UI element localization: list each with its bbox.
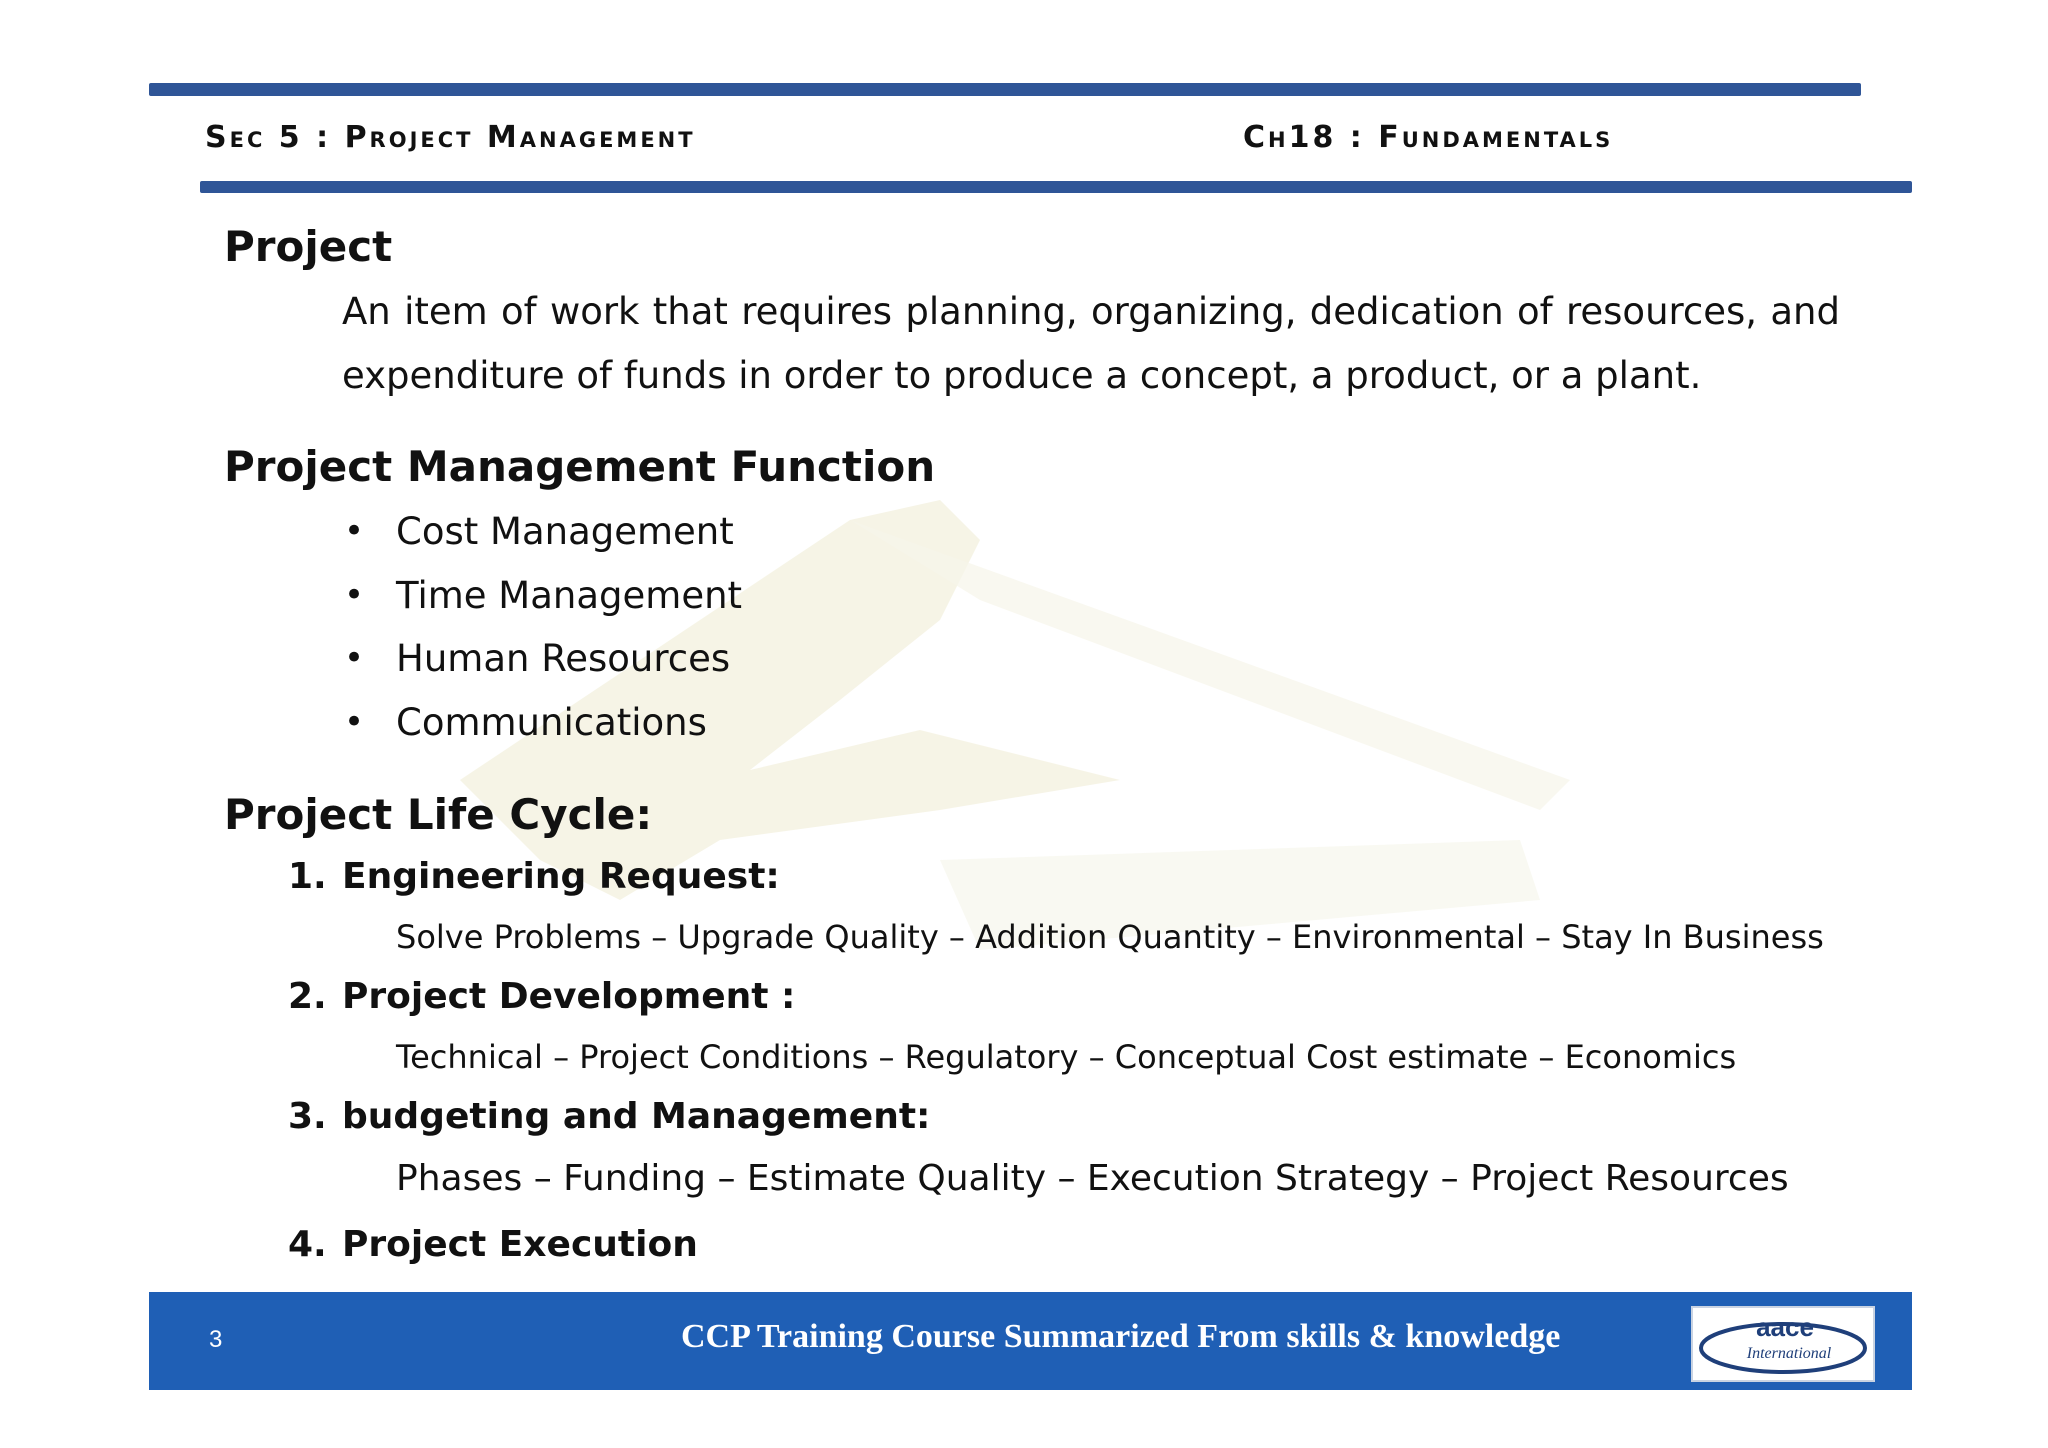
life-cycle-step-1: 1. Engineering Request: <box>288 856 780 897</box>
list-item: • Human Resources <box>340 627 742 691</box>
list-item: • Communications <box>340 691 742 755</box>
life-cycle-step-2: 2. Project Development : <box>288 976 796 1017</box>
aace-logo-icon <box>1691 1306 1875 1382</box>
footer-bar <box>149 1292 1912 1390</box>
svg-text:International: International <box>1746 1345 1832 1362</box>
life-cycle-step-1-desc: Solve Problems – Upgrade Quality – Addition Quantity – Environmental – Stay In Business <box>396 918 1824 956</box>
bullet-icon: • <box>344 574 365 615</box>
page-number: 3 <box>209 1326 223 1353</box>
header-top-rule <box>149 83 1861 96</box>
bullet-icon: • <box>344 701 365 742</box>
life-cycle-step-3: 3. budgeting and Management: <box>288 1096 931 1137</box>
life-cycle-step-3-desc: Phases – Funding – Estimate Quality – Execution Strategy – Project Resources <box>396 1158 1789 1199</box>
project-definition: An item of work that requires planning, organizing, dedication of resources, and expenditure of funds in order to produce a concept, a product, or a plant. <box>342 290 1840 397</box>
list-item: • Time Management <box>340 564 742 628</box>
life-cycle-step-4: 4. Project Execution <box>288 1224 698 1265</box>
svg-text:aace: aace <box>1756 1312 1814 1342</box>
header-bottom-rule <box>200 181 1912 193</box>
section-title: Sec 5 : Project Management <box>205 120 696 155</box>
bullet-icon: • <box>344 638 365 678</box>
pm-function-list <box>340 500 742 754</box>
bullet-icon: • <box>344 511 365 551</box>
project-heading: Project <box>224 222 393 271</box>
list-item: • Cost Management <box>340 500 742 564</box>
life-cycle-step-2-desc: Technical – Project Conditions – Regulatory – Conceptual Cost estimate – Economics <box>396 1038 1737 1076</box>
pm-function-heading: Project Management Function <box>224 442 936 491</box>
footer-caption: CCP Training Course Summarized From skills & knowledge <box>681 1318 1561 1355</box>
chapter-title: Ch18 : Fundamentals <box>1243 120 1614 155</box>
life-cycle-heading: Project Life Cycle: <box>224 790 653 839</box>
